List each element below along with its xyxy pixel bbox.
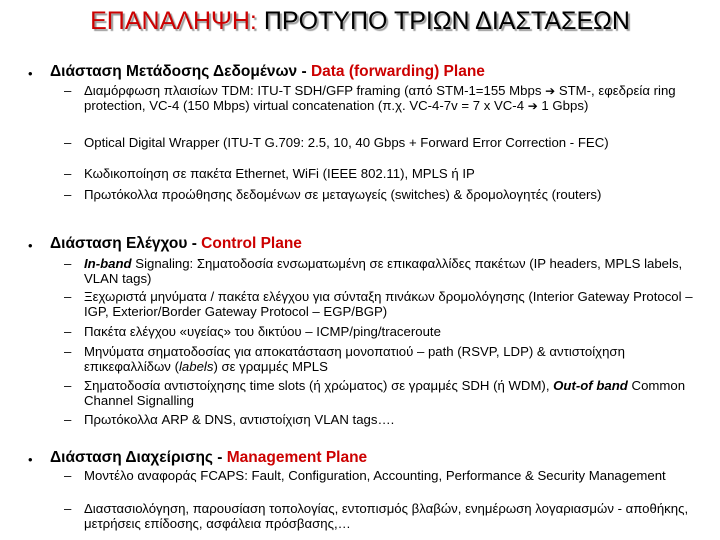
bullet: • (28, 452, 33, 467)
list-item: – Διαστασιολόγηση, παρουσίαση τοπολογίας, εντοπισμός βλαβών, ενημέρωση λογαριασμών - αποθήκης, μετρήσεις επίδοσης, ασφάλεια πρόσβασης,… (64, 501, 689, 531)
bullet: • (28, 66, 33, 81)
list-item: – Σηματοδοσία αντιστοίχησης time slots (ή χρώματος) σε γραμμές SDH (ή WDM), Out-of band Common Channel Signalling (64, 378, 686, 408)
title-prefix: ΕΠΑΝΑΛΗΨΗ: (90, 7, 257, 35)
page-title (0, 6, 720, 36)
arrow-right-icon: ➔ (545, 84, 556, 98)
list-item: – Μηνύματα σηματοδοσίας για αποκατάσταση μονοπατιού – path (RSVP, LDP) & αντιστοίχηση επικεφαλλίδων (labels) σε γραμμές MPLS (64, 344, 625, 374)
list-item: – Διαμόρφωση πλαισίων TDM: ITU-T SDH/GFP framing (από STM-1=155 Mbps ➔ STM-, εφεδρεία ring protection, VC-4 (150 Mbps) virtual concatenation (π.χ. VC-4-7v = 7 x VC-4 ➔ 1 Gbps) (64, 83, 676, 113)
list-item: – In-band Signaling: Σηματοδοσία ενσωματωμένη σε επικαφαλλίδες πακέτων (IP headers, MPLS labels, VLAN tags) (64, 256, 683, 286)
section-heading-control-plane: Διάσταση Ελέγχου - Control Plane (50, 235, 302, 252)
list-item: – Κωδικοποίηση σε πακέτα Ethernet, WiFi (IEEE 802.11), MPLS ή IP (64, 166, 475, 181)
arrow-right-icon: ➔ (527, 98, 538, 113)
list-item: – Πρωτόκολλα προώθησης δεδομένων σε μεταγωγείς (switches) & δρομολογητές (routers) (64, 187, 602, 202)
list-item: – Ξεχωριστά μηνύματα / πακέτα ελέγχου για σύνταξη πινάκων δρομολόγησης (Interior Gateway Protocol – IGP, Exterior/Border Gateway Protocol – EGP/BGP) (64, 289, 693, 319)
list-item: – Πακέτα ελέγχου «υγείας» του δικτύου – ICMP/ping/traceroute (64, 324, 441, 339)
title-rest: ΠΡΟΤΥΠΟ ΤΡΙΩΝ ΔΙΑΣΤΑΣΕΩΝ (256, 7, 630, 35)
list-item: – Μοντέλο αναφοράς FCAPS: Fault, Configuration, Accounting, Performance & Security Management (64, 468, 666, 483)
bullet: • (28, 238, 33, 253)
section-heading-management-plane: Διάσταση Διαχείρισης - Management Plane (50, 449, 368, 466)
list-item: – Πρωτόκολλα ARP & DNS, αντιστοίχιση VLAN tags…. (64, 412, 395, 427)
section-heading-data-plane: Διάσταση Μετάδοσης Δεδομένων - Data (forwarding) Plane (50, 63, 485, 80)
list-item: – Optical Digital Wrapper (ITU-T G.709: 2.5, 10, 40 Gbps + Forward Error Correction - FEC) (64, 135, 609, 150)
